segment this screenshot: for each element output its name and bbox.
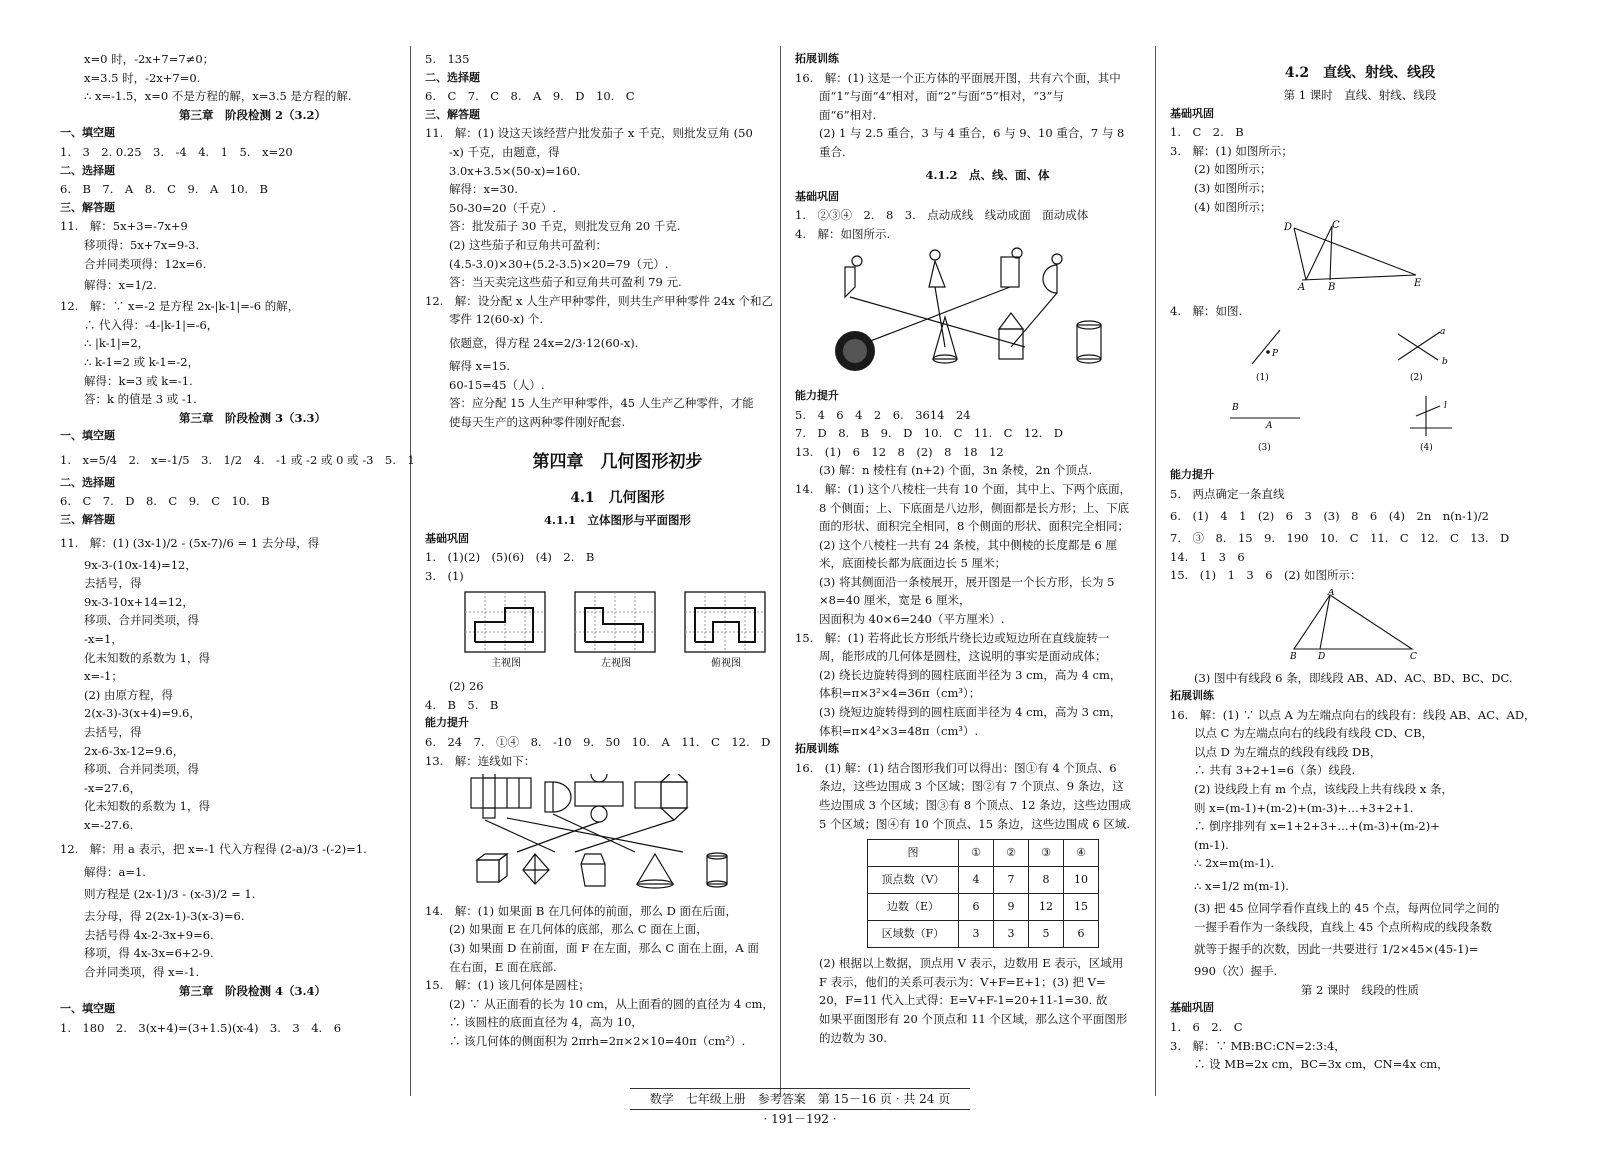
section-heading: 第三章 阶段检测 2（3.2） bbox=[178, 107, 326, 122]
text-line: (3) 如果面 D 在前面，面 F 在左面，那么 C 面在上面，A 面 bbox=[449, 941, 759, 955]
text-line: 6. C 7. D 8. C 9. C 10. B bbox=[60, 494, 270, 509]
text-line: 1. C 2. B bbox=[1170, 125, 1244, 140]
text-line: (2) 这些茄子和豆角共可盈利： bbox=[449, 237, 607, 252]
text-line: 解得：a=1. bbox=[84, 864, 146, 879]
table-row bbox=[868, 867, 1099, 894]
subsection-heading: 拓展训练 bbox=[795, 742, 839, 756]
subsection-heading: 基础巩固 bbox=[1170, 1001, 1214, 1015]
text-line: (3) 解：n 棱柱有 (n+2) 个面，3n 条棱，2n 个顶点. bbox=[819, 463, 1093, 478]
text-line: 60-15=45（人）. bbox=[449, 377, 545, 392]
table-header-cell: 图 bbox=[868, 840, 959, 867]
subsection-heading: 二、选择题 bbox=[60, 475, 115, 489]
table-cell: 区域数（F） bbox=[868, 921, 959, 948]
text-line: ∴ k-1=2 或 k-1=-2， bbox=[84, 354, 200, 369]
figure-caption: (2) bbox=[1410, 373, 1423, 384]
text-line: 3.0x+3.5×(50-x)=160. bbox=[449, 163, 581, 178]
point-label: E bbox=[1414, 278, 1422, 290]
subsection-heading: 一、填空题 bbox=[60, 1002, 115, 1016]
section-title: 4.2 直线、射线、线段 bbox=[1284, 65, 1436, 81]
point-label: P bbox=[1272, 349, 1279, 360]
text-line: 面“1”与面“4”相对，面“2”与面“5”相对，“3”与 bbox=[819, 89, 1064, 104]
point-label: a bbox=[1440, 327, 1446, 338]
column-1 bbox=[60, 50, 445, 1037]
text-line: 周，能形成的几何体是圆柱，这说明的事实是面动成体； bbox=[819, 649, 1107, 664]
watermark-logo bbox=[1436, 1082, 1586, 1152]
text-line: 使每天生产的这两种零件刚好配套. bbox=[449, 414, 626, 429]
text-line: ∴ 代入得：-4-|k-1|=-6， bbox=[84, 317, 219, 332]
text-line: 解得：k=3 或 k=-1. bbox=[84, 373, 193, 388]
text-line: 15. (1) 1 3 6 (2) 如图所示： bbox=[1170, 568, 1362, 583]
page-number: · 191－192 · bbox=[763, 1112, 837, 1126]
table-header-cell: ① bbox=[959, 840, 994, 867]
text-line: 7. ③ 8. 15 9. 190 10. C 11. C 12. C 13. D bbox=[1170, 531, 1510, 546]
text-line: 15. 解：(1) 该几何体是圆柱； bbox=[425, 978, 590, 993]
table-cell: 7 bbox=[994, 867, 1029, 894]
text-line: 去括号，得 bbox=[84, 576, 142, 591]
text-line: 体积=π×3²×4=36π（cm³）； bbox=[819, 686, 981, 701]
text-line: (3) 如图所示； bbox=[1194, 180, 1272, 195]
text-line: 1. 180 2. 3(x+4)=(3+1.5)(x-4) 3. 3 4. 6 bbox=[60, 1020, 342, 1035]
subsection-heading: 能力提升 bbox=[795, 388, 839, 402]
point-label: l bbox=[1444, 401, 1447, 412]
text-line: 以点 C 为左端点向右的线段有线段 CD、CB， bbox=[1194, 726, 1434, 741]
table-cell: 15 bbox=[1064, 894, 1099, 921]
text-line: 4. 解：如图所示. bbox=[795, 226, 891, 241]
subsection-heading: 三、解答题 bbox=[60, 200, 115, 214]
text-line: 答：当天卖完这些茄子和豆角共可盈利 79 元. bbox=[449, 275, 682, 290]
subsection-heading: 拓展训练 bbox=[795, 52, 839, 65]
text-line: (2) 根据以上数据，顶点用 V 表示，边数用 E 表示，区域用 bbox=[819, 956, 1124, 971]
text-line: 16. 解：(1) ∵ 以点 A 为左端点向右的线段有：线段 AB、AC、AD， bbox=[1170, 707, 1536, 722]
subsection-heading: 拓展训练 bbox=[1170, 689, 1214, 703]
table-header-row bbox=[868, 840, 1099, 867]
text-line: 化未知数的系数为 1，得 bbox=[84, 650, 210, 665]
lesson-heading: 第 1 课时 直线、射线、线段 bbox=[1283, 88, 1437, 102]
text-line: 依题意，得方程 24x=2/3·12(60-x). bbox=[449, 335, 639, 350]
point-label: B bbox=[1328, 282, 1336, 293]
text-line: 3. 解：(1) 如图所示； bbox=[1170, 143, 1293, 158]
text-line: 以点 D 为左端点的线段有线段 DB， bbox=[1194, 744, 1382, 759]
text-line: F 表示，他们的关系可表示为：V+F=E+1；(3) 把 V= bbox=[819, 974, 1106, 989]
text-line: 移项、合并同类项，得 bbox=[84, 613, 199, 628]
front-view-grid bbox=[465, 592, 545, 652]
table-row bbox=[868, 921, 1099, 948]
text-line: x=3.5 时，-2x+7=0. bbox=[84, 70, 201, 85]
text-line: (2) 如图所示； bbox=[1194, 162, 1272, 177]
figure-caption: 俯视图 bbox=[711, 657, 741, 668]
text-line: 14. 解：(1) 如果面 B 在几何体的前面，那么 D 面在后面， bbox=[425, 903, 738, 918]
section-heading: 4.1.2 点、线、面、体 bbox=[925, 167, 1050, 182]
text-line: 990（次）握手. bbox=[1194, 964, 1278, 979]
text-line: 面“6”相对. bbox=[819, 107, 877, 122]
text-line: 去分母，得 2(2x-1)-3(x-3)=6. bbox=[84, 909, 245, 924]
text-line: (4.5-3.0)×30+(5.2-3.5)×20=79（元）. bbox=[449, 256, 669, 271]
text-line: ∴ 设 MB=2x cm，BC=3x cm，CN=4x cm， bbox=[1194, 1057, 1449, 1072]
text-line: 6. 24 7. ①④ 8. -10 9. 50 10. A 11. C 12. D bbox=[425, 735, 771, 750]
three-views-figure bbox=[425, 590, 805, 668]
text-line: 50-30=20（千克）. bbox=[449, 200, 557, 215]
point-label: b bbox=[1442, 357, 1448, 368]
point-label: B bbox=[1232, 403, 1239, 414]
section-heading: 第三章 阶段检测 4（3.4） bbox=[178, 983, 326, 998]
text-line: 6. (1) 4 1 (2) 6 3 (3) 8 6 (4) 2n n(n-1)/2 bbox=[1170, 509, 1489, 524]
text-line: 体积=π×4²×3=48π（cm³）. bbox=[819, 723, 979, 738]
text-line: -x) 千克，由题意，得 bbox=[449, 144, 560, 159]
text-line: 16. 解：(1) 这是一个正方体的平面展开图，共有六个面，其中 bbox=[795, 70, 1121, 85]
text-line: 20，F=11 代入上式得：E=V+F-1=20+11-1=30. 故 bbox=[819, 993, 1108, 1008]
subsection-heading: 能力提升 bbox=[425, 716, 469, 730]
text-line: 1. 6 2. C bbox=[1170, 1020, 1243, 1034]
text-line: ∴ x=-1.5，x=0 不是方程的解，x=3.5 是方程的解. bbox=[84, 89, 352, 104]
text-line: 米，底面棱长都为底面边长 5 厘米； bbox=[819, 556, 1007, 571]
table-cell: 5 bbox=[1029, 921, 1064, 948]
text-line: 5 个区域；图④有 10 个顶点、15 条边，这些边围成 6 区域. bbox=[819, 816, 1130, 831]
text-line: 条边，这些边围成 3 个区域；图②有 7 个顶点、9 条边，这 bbox=[819, 779, 1124, 794]
text-line: 8 个侧面；上、下底面是八边形，侧面都是长方形；上、下底 bbox=[819, 500, 1129, 515]
solid-net-matching-figure bbox=[425, 774, 805, 892]
text-line: 6. B 7. A 8. C 9. A 10. B bbox=[60, 182, 268, 197]
chapter-title: 第四章 几何图形初步 bbox=[532, 452, 703, 473]
point-label: B bbox=[1290, 651, 1297, 659]
column-4 bbox=[1170, 50, 1550, 1074]
text-line: 1. (1)(2) (5)(6) (4) 2. B bbox=[425, 550, 595, 565]
text-line: 答：应分配 15 人生产甲种零件，45 人生产乙种零件，才能 bbox=[449, 396, 754, 411]
table-cell: 6 bbox=[959, 894, 994, 921]
text-line: 答：k 的值是 3 或 -1. bbox=[84, 392, 197, 407]
triangle-segments-figure bbox=[1170, 589, 1540, 659]
text-line: 7. D 8. B 9. D 10. C 11. C 12. D bbox=[795, 426, 1063, 441]
text-line: (2) 26 bbox=[449, 679, 484, 694]
text-line: ∴ 倒序排列有 x=1+2+3+…+(m-3)+(m-2)+ bbox=[1194, 819, 1440, 834]
table-cell: 4 bbox=[959, 867, 994, 894]
table-cell: 顶点数（V） bbox=[868, 867, 959, 894]
text-line: 11. 解：(1) 设这天该经营户批发茄子 x 千克，则批发豆角 (50 bbox=[425, 126, 753, 141]
text-line: (2) 这个八棱柱一共有 24 条棱，其中侧棱的长度都是 6 厘 bbox=[819, 537, 1118, 552]
text-line: 1. x=5/4 2. x=-1/5 3. 1/2 4. -1 或 -2 或 0 或 -3 5. 1 bbox=[60, 452, 415, 467]
text-line: 6. C 7. C 8. A 9. D 10. C bbox=[425, 89, 635, 104]
footer-title: 数学 七年级上册 参考答案 第 15－16 页 · 共 24 页 bbox=[630, 1088, 971, 1110]
text-line: (3) 图中有线段 6 条，即线段 AB、AD、AC、BD、BC、DC. bbox=[1194, 670, 1513, 685]
text-line: 重合. bbox=[819, 144, 846, 159]
text-line: 移项、合并同类项，得 bbox=[84, 762, 199, 777]
text-line: 16. (1) 解：(1) 结合图形我们可以得出：图①有 4 个顶点、6 bbox=[795, 760, 1117, 775]
figure-caption: (1) bbox=[1256, 373, 1269, 384]
text-line: 解得 x=15. bbox=[449, 358, 511, 373]
text-line: ∴ 该几何体的侧面积为 2πrh=2π×2×10=40π（cm²）. bbox=[449, 1033, 746, 1048]
text-line: 2(x-3)-3(x+4)=9.6， bbox=[84, 706, 201, 721]
point-label: A bbox=[1298, 282, 1306, 293]
text-line: 化未知数的系数为 1，得 bbox=[84, 799, 210, 814]
text-line: 些边围成 3 个区域；图③有 8 个顶点、12 条边，这些边围成 bbox=[819, 798, 1132, 812]
top-view-grid bbox=[685, 592, 765, 652]
text-line: ∴ 该圆柱的底面直径为 4，高为 10， bbox=[449, 1015, 643, 1030]
text-line: 14. 解：(1) 这个八棱柱一共有 10 个面，其中上、下两个底面， bbox=[795, 481, 1132, 496]
text-line: ∴ 共有 3+2+1=6（条）线段. bbox=[1194, 763, 1356, 778]
subsection-heading: 三、解答题 bbox=[425, 107, 480, 121]
table-header-cell: ④ bbox=[1064, 840, 1099, 867]
left-view-grid bbox=[575, 592, 655, 652]
lesson-heading: 第 2 课时 线段的性质 bbox=[1300, 982, 1420, 997]
text-line: 4. B 5. B bbox=[425, 697, 499, 712]
text-line: 9x-3-(10x-14)=12， bbox=[84, 557, 197, 572]
point-label: A bbox=[1328, 588, 1335, 598]
text-line: (3) 绕短边旋转得到的圆柱底面半径为 4 cm，高为 3 cm， bbox=[819, 705, 1122, 720]
text-line: 解得：x=30. bbox=[449, 182, 518, 197]
text-line: 就等于握手的次数，因此一共要进行 1/2×45×(45-1)= bbox=[1194, 942, 1479, 957]
text-line: 去括号得 4x-2-3x+9=6. bbox=[84, 927, 214, 942]
text-line: ∴ x=1/2 m(m-1). bbox=[1194, 879, 1289, 894]
page-footer bbox=[0, 1088, 1600, 1128]
table-cell: 3 bbox=[994, 921, 1029, 948]
text-line: 13. 解：连线如下： bbox=[425, 753, 536, 768]
text-line: ∴ 2x=m(m-1). bbox=[1194, 856, 1275, 871]
text-line: 如果平面图形有 20 个顶点和 11 个区域，那么这个平面图形 bbox=[819, 1011, 1128, 1026]
text-line: (3) 把 45 位同学看作直线上的 45 个点，每两位同学之间的 bbox=[1194, 901, 1500, 916]
table-header-cell: ② bbox=[994, 840, 1029, 867]
subsection-heading: 二、选择题 bbox=[60, 163, 115, 177]
text-line: 3. (1) bbox=[425, 569, 464, 584]
figure-caption: (3) bbox=[1258, 443, 1271, 454]
text-line: (2) 绕长边旋转得到的圆柱底面半径为 3 cm，高为 4 cm， bbox=[819, 667, 1122, 682]
text-line: 12. 解：∵ x=-2 是方程 2x-|k-1|=-6 的解， bbox=[60, 299, 300, 314]
text-line: 解得：x=1/2. bbox=[84, 278, 157, 293]
text-line: -x=1， bbox=[84, 632, 123, 647]
subsection-heading: 一、填空题 bbox=[60, 126, 115, 140]
subsection-heading: 基础巩固 bbox=[795, 189, 839, 203]
section-heading: 第三章 阶段检测 3（3.3） bbox=[178, 410, 326, 425]
point-label: C bbox=[1410, 651, 1417, 659]
text-line: 移项，得 4x-3x=6+2-9. bbox=[84, 946, 214, 961]
text-line: 13. (1) 6 12 8 (2) 8 18 12 bbox=[795, 444, 1004, 459]
subsection-heading: 一、填空题 bbox=[60, 429, 115, 443]
text-line: 一握手看作为一条线段，直线上 45 个点所构成的线段条数 bbox=[1194, 919, 1492, 934]
text-line: 零件 12(60-x) 个. bbox=[449, 312, 544, 327]
text-line: ×8=40 厘米，宽是 6 厘米， bbox=[819, 593, 971, 608]
table-cell: 8 bbox=[1029, 867, 1064, 894]
text-line: 2x-6-3x-12=9.6， bbox=[84, 743, 185, 758]
column-2 bbox=[425, 50, 810, 1051]
text-line: 合并同类项得：12x=6. bbox=[84, 256, 207, 271]
point-label: D bbox=[1318, 651, 1326, 659]
text-line: (2) 1 与 2.5 重合，3 与 4 重合，6 与 9、10 重合，7 与 8 bbox=[819, 126, 1125, 141]
table-cell: 6 bbox=[1064, 921, 1099, 948]
text-line: (2) 由原方程，得 bbox=[84, 687, 173, 702]
text-line: 5. 两点确定一条直线 bbox=[1170, 486, 1285, 501]
point-line-surface-figure bbox=[795, 247, 1175, 377]
table-cell: 3 bbox=[959, 921, 994, 948]
text-line: 5. 135 bbox=[425, 52, 470, 66]
subsection-heading: 能力提升 bbox=[1170, 467, 1214, 481]
text-line: 12. 解：设分配 x 人生产甲种零件，则共生产甲种零件 24x 个和乙 bbox=[425, 293, 774, 308]
point-label: D bbox=[1284, 222, 1293, 234]
text-line: 面的形状、面积完全相同，8 个侧面的形状、面积完全相同； bbox=[819, 519, 1129, 534]
text-line: 1. 3 2. 0.25 3. -4 4. 1 5. x=20 bbox=[60, 144, 293, 159]
text-line: (2) ∵ 从正面看的长为 10 cm，从上面看的圆的直径为 4 cm， bbox=[449, 996, 774, 1011]
text-line: ∴ |k-1|=2， bbox=[84, 336, 150, 351]
subsection-heading: 基础巩固 bbox=[425, 531, 469, 545]
text-line: (m-1). bbox=[1194, 837, 1229, 852]
text-line: 5. 4 6 4 2 6. 3614 24 bbox=[795, 407, 971, 422]
text-line: 11. 解：(1) (3x-1)/2 - (5x-7)/6 = 1 去分母，得 bbox=[60, 535, 320, 550]
text-line: 去括号，得 bbox=[84, 725, 142, 739]
figure-caption: 主视图 bbox=[491, 657, 521, 668]
text-line: 答：批发茄子 30 千克，则批发豆角 20 千克. bbox=[449, 219, 681, 234]
section-title: 4.1 几何图形 bbox=[570, 490, 665, 507]
text-line: (2) 设线段上有 m 个点，该线段上共有线段 x 条， bbox=[1194, 782, 1453, 797]
text-line: 合并同类项，得 x=-1. bbox=[84, 964, 200, 979]
text-line: 在右面，E 面在底部. bbox=[449, 959, 557, 974]
text-line: 12. 解：用 a 表示，把 x=-1 代入方程得 (2-a)/3 -(-2)=1. bbox=[60, 841, 367, 856]
subsection-heading: 二、选择题 bbox=[425, 70, 480, 84]
subsection-heading: 三、解答题 bbox=[60, 513, 115, 527]
vertices-edges-regions-table bbox=[867, 839, 1099, 948]
text-line: (4) 如图所示； bbox=[1194, 199, 1272, 214]
text-line: 15. 解：(1) 若将此长方形纸片绕长边或短边所在直线旋转一 bbox=[795, 630, 1110, 645]
text-line: 因面积为 40×6=240（平方厘米）. bbox=[819, 612, 1005, 627]
table-cell: 12 bbox=[1029, 894, 1064, 921]
text-line: -x=27.6， bbox=[84, 780, 142, 795]
points-lines-figure bbox=[1170, 220, 1540, 292]
figure-caption: (4) bbox=[1420, 443, 1433, 454]
point-label: A bbox=[1266, 421, 1273, 432]
text-line: 则 x=(m-1)+(m-2)+(m-3)+…+3+2+1. bbox=[1194, 800, 1414, 815]
subsection-heading: 基础巩固 bbox=[1170, 106, 1214, 120]
text-line: 移项得：5x+7x=9-3. bbox=[84, 237, 200, 252]
text-line: 的边数为 30. bbox=[819, 1030, 887, 1045]
table-header-cell: ③ bbox=[1029, 840, 1064, 867]
text-line: 4. 解：如图. bbox=[1170, 303, 1243, 318]
four-construction-figures bbox=[1170, 324, 1540, 456]
text-line: (3) 将其侧面沿一条棱展开，展开图是一个长方形，长为 5 bbox=[819, 574, 1115, 589]
text-line: 则方程是 (2x-1)/3 - (x-3)/2 = 1. bbox=[84, 887, 256, 902]
point-label: C bbox=[1332, 220, 1340, 232]
column-3 bbox=[795, 50, 1180, 1047]
text-line: 3. 解：∵ MB:BC:CN=2:3:4， bbox=[1170, 1038, 1346, 1053]
table-cell: 10 bbox=[1064, 867, 1099, 894]
text-line: 9x-3-10x+14=12， bbox=[84, 594, 194, 609]
text-line: x=0 时，-2x+7=7≠0； bbox=[84, 52, 215, 66]
text-line: (2) 如果面 E 在几何体的底部，那么 C 面在上面， bbox=[449, 922, 708, 937]
text-line: x=-27.6. bbox=[84, 817, 134, 832]
text-line: x=-1； bbox=[84, 669, 123, 684]
table-cell: 9 bbox=[994, 894, 1029, 921]
table-cell: 边数（E） bbox=[868, 894, 959, 921]
text-line: 11. 解：5x+3=-7x+9 bbox=[60, 219, 188, 234]
section-heading: 4.1.1 立体图形与平面图形 bbox=[543, 513, 691, 528]
table-row bbox=[868, 894, 1099, 921]
text-line: 14. 1 3 6 bbox=[1170, 549, 1245, 564]
text-line: 1. ②③④ 2. 8 3. 点动成线 线动成面 面动成体 bbox=[795, 208, 1089, 223]
figure-caption: 左视图 bbox=[601, 657, 631, 668]
